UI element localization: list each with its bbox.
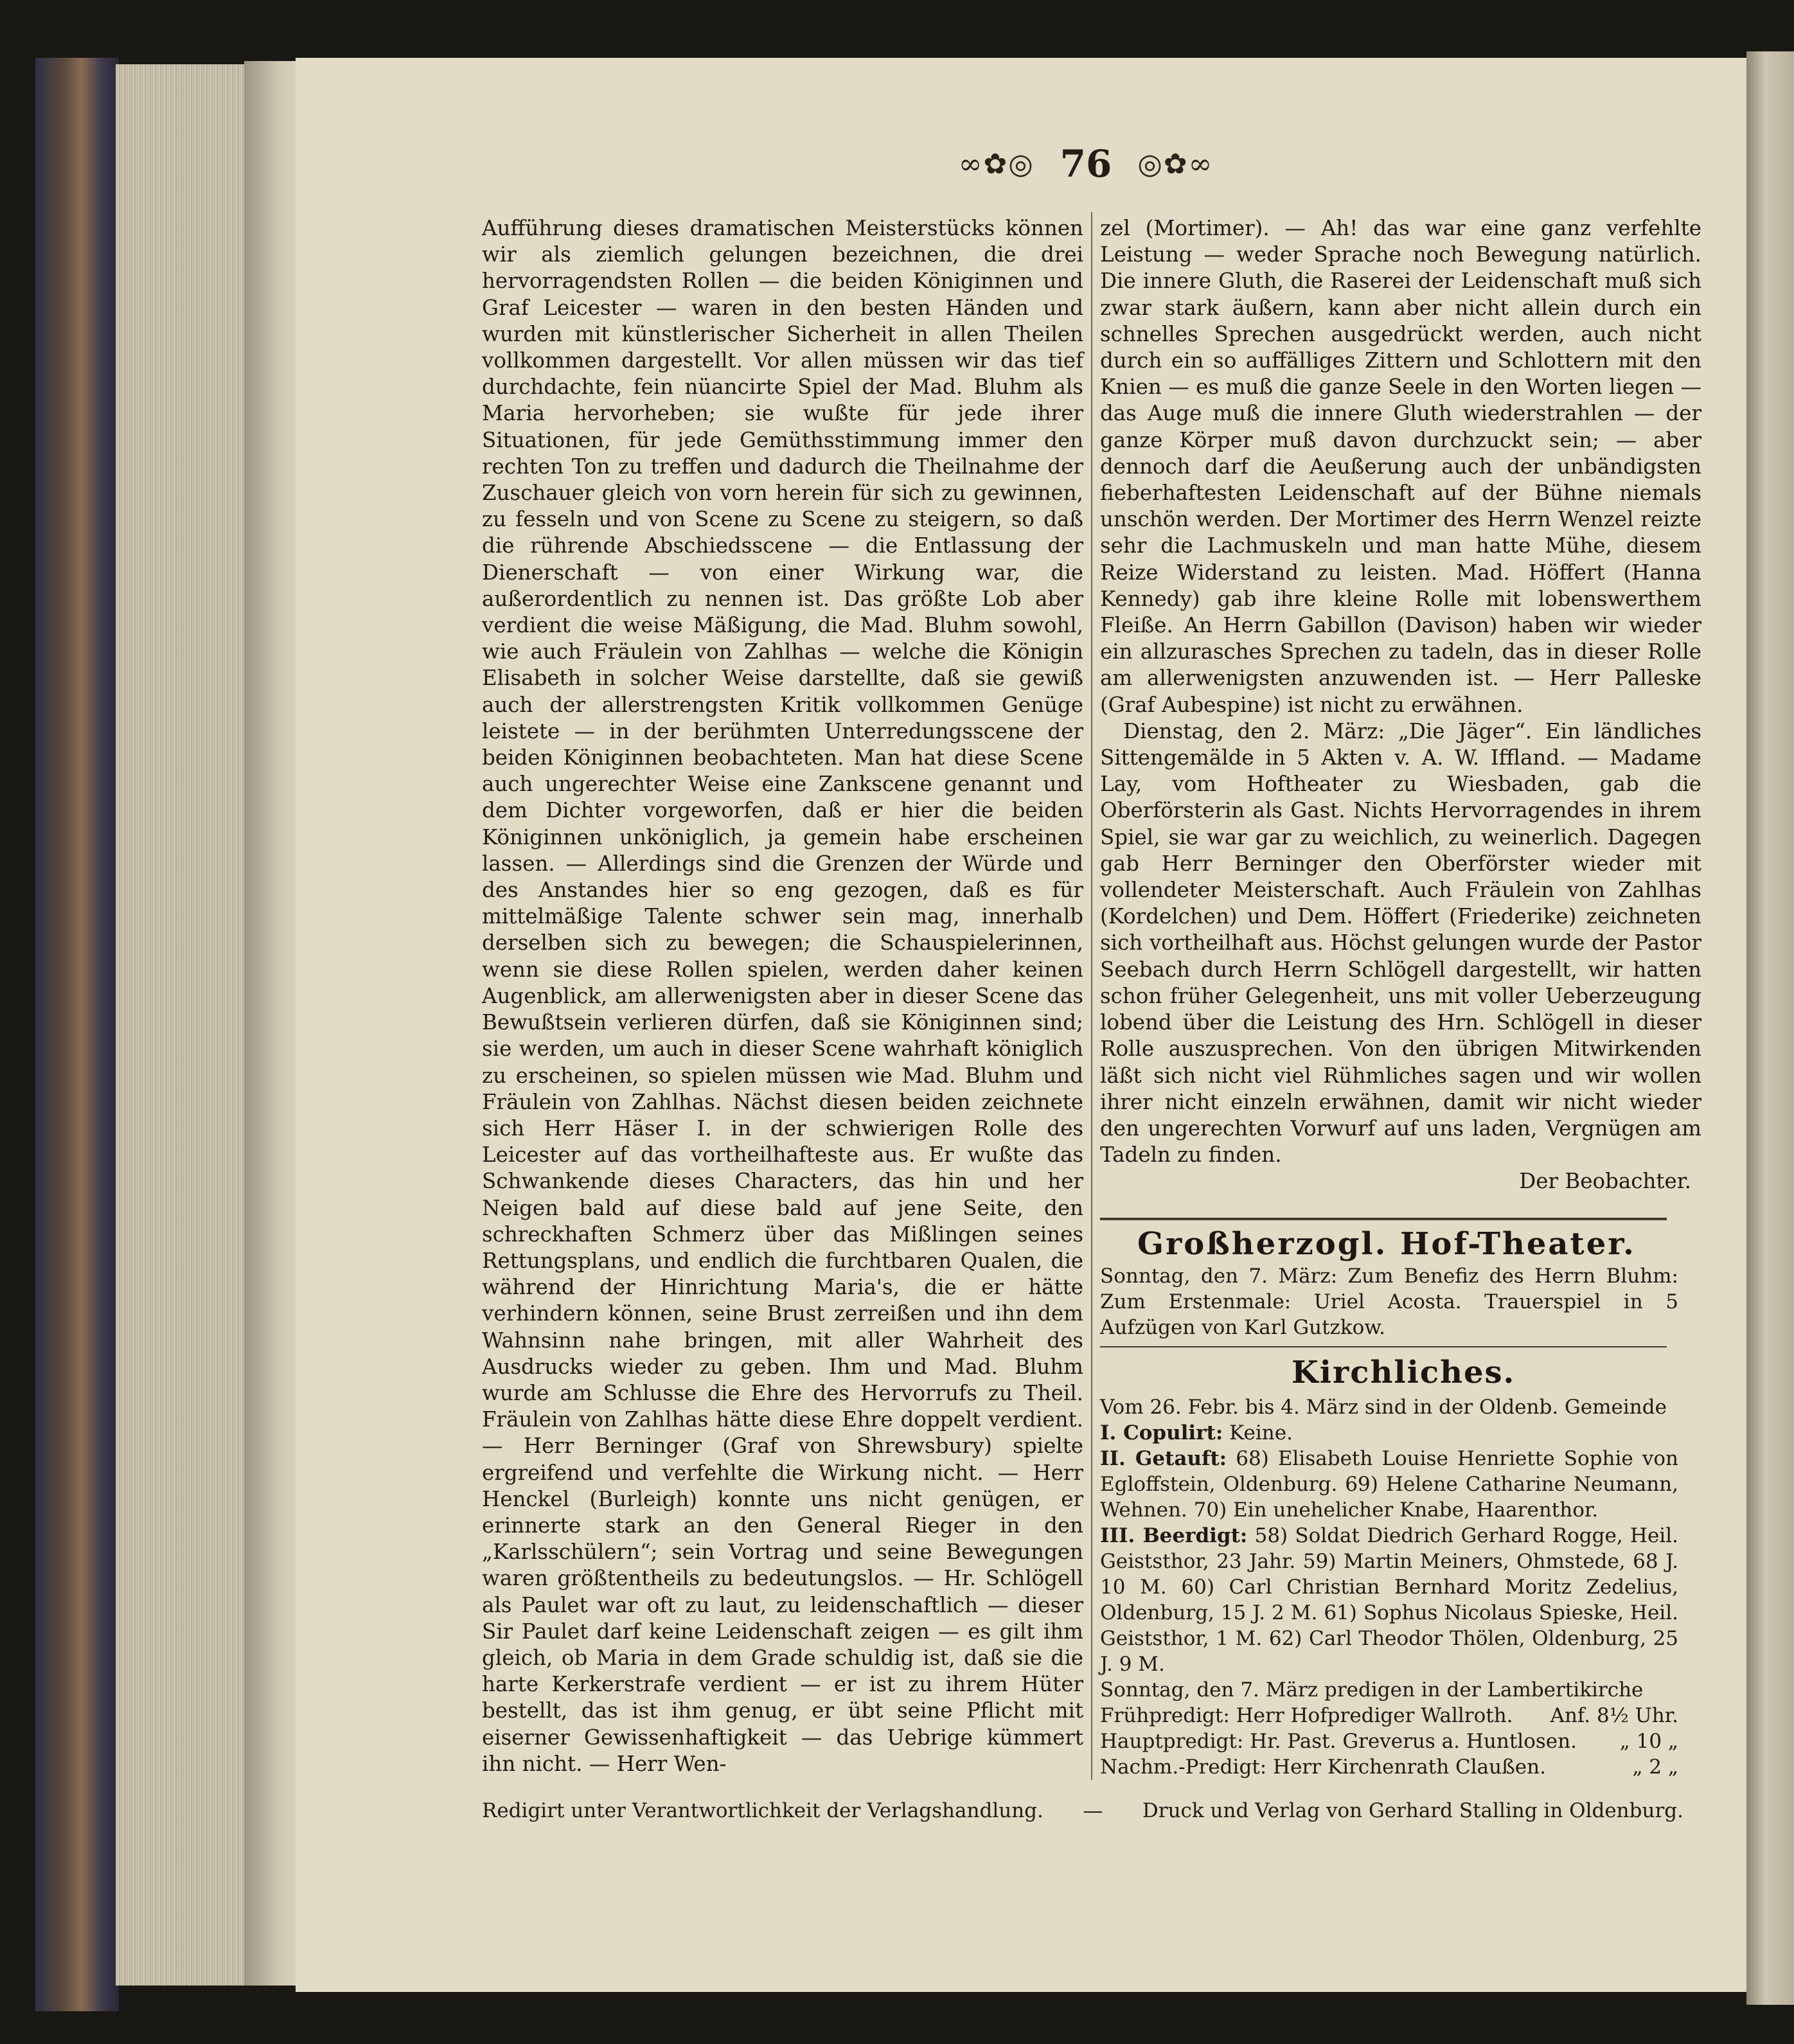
right-column — [1100, 215, 1701, 1198]
left-column — [482, 215, 1083, 1776]
footer-editor: Redigirt unter Verantwortlichkeit der Verlagshandlung. — [482, 1799, 1044, 1822]
sermon-intro: Sonntag, den 7. März predigen in der Lambertikirche — [1100, 1678, 1644, 1702]
copulirt-entry — [1100, 1420, 1678, 1446]
review-text-left: Aufführung dieses dramatischen Meisterstücks können wir als ziemlich gelungen bezeichnen, die drei hervorragendsten Rollen — die beiden Königinnen und Graf Leicester — waren in den besten Händen und wurden mit künstlerischer Sicherheit in allen Theilen vollkommen dargestellt. Vor allen müssen wir das tief durchdachte, fein nüancirte Spiel der Mad. Bluhm als Maria hervorheben; sie wußte für jede ihrer Situationen, für jede Gemüthsstimmung immer den rechten Ton zu treffen und dadurch die Theilnahme der Zuschauer gleich von vorn herein für sich zu gewinnen, zu fesseln und von Scene zu Scene zu steigern, so daß die rührende Abschiedsscene — die Entlassung der Dienerschaft — von einer Wirkung war, die außerordentlich zu nennen ist. Das größte Lob aber verdient die weise Mäßigung, die Mad. Bluhm sowohl, wie auch Fräulein von Zahlhas — welche die Königin Elisabeth in solcher Weise darstellte, daß sie gewiß auch der allerstrengsten Kritik vollkommen Genüge leistete — in der berühmten Unterredungsscene der beiden Königinnen beobachteten. Man hat diese Scene auch ungerechter Weise eine Zankscene genannt und dem Dichter vorgeworfen, daß er hier die beiden Königinnen unköniglich, ja gemein habe erscheinen lassen. — Allerdings sind die Grenzen der Würde und des Anstandes hier so eng gezogen, daß es für mittelmäßige Talente schwer sein mag, innerhalb derselben sich zu bewegen; die Schauspielerinnen, wenn sie diese Rollen spielen, werden daher keinen Augenblick, am allerwenigsten aber in dieser Scene das Bewußtsein verlieren dürfen, daß sie Königinnen sind; sie werden, um auch in dieser Scene wahrhaft königlich zu erscheinen, so spielen müssen wie Mad. Bluhm und Fräulein von Zahlhas. Nächst diesen beiden zeichnete sich Herr Häser I. in der schwierigen Rolle des Leicester auf das vortheilhafteste aus. Er wußte das Schwankende dieses Characters, das hin und her Neigen bald auf diese bald auf jene Seite, den schreckhaften Schmerz über das Mißlingen seines Rettungsplans, und endlich die furchtbaren Qualen, die während der Hinrichtung Maria's, die er hätte verhindern können, seine Brust zerreißen und ihn dem Wahnsinn nahe bringen, mit aller Wahrheit des Ausdrucks wieder zu geben. Ihm und Mad. Bluhm wurde am Schlusse die Ehre des Hervorrufs zu Theil. Fräulein von Zahlhas hätte diese Ehre doppelt verdient. — Herr Berninger (Graf von Shrewsbury) spielte ergreifend und verfehlte die Wirkung nicht. — Herr Henckel (Burleigh) konnte uns nicht genügen, er erinnerte stark an den General Rieger in den „Karlsschülern“; sein Vortrag und seine Bewegungen waren größtentheils zu bedeutungslos. — Hr. Schlögell als Paulet war oft zu laut, zu leidenschaftlich — dieser Sir Paulet darf keine Leidenschaft zeigen — es gilt ihm gleich, ob Maria in dem Grade schuldig ist, daß sie die harte Kerkerstrafe verdient — er ist zu ihrem Hüter bestellt, das ist ihm genug, er übt seine Pflicht mit eiserner Gewissenhaftigkeit — das Uebrige kümmert ihn nicht. — Herr Wen- — [482, 216, 1083, 1776]
section-rule-2 — [1100, 1346, 1667, 1347]
page-footer — [482, 1799, 1683, 1822]
sermon-row — [1100, 1703, 1678, 1729]
sermon-time: „ 2 „ — [1632, 1755, 1678, 1779]
beerdigt-entry — [1100, 1523, 1678, 1677]
review-text-right-1: zel (Mortimer). — Ah! das war eine ganz verfehlte Leistung — weder Sprache noch Bewegung natürlich. Die innere Gluth, die Raserei der Leidenschaft muß sich zwar stark äußern, kann aber nicht allein durch ein schnelles Sprechen ausgedrückt werden, auch nicht durch ein so auffälliges Zittern und Schlottern mit den Knien — es muß die ganze Seele in den Worten liegen — das Auge muß die innere Gluth wiederstrahlen — der ganze Körper muß davon durchzuckt sein; — aber dennoch darf die Aeußerung auch der unbändigsten fieberhaftesten Leidenschaft auf der Bühne niemals unschön werden. Der Mortimer des Herrn Wenzel reizte sehr die Lachmuskeln und man hatte Mühe, diesem Reize Widerstand zu leisten. Mad. Höffert (Hanna Kennedy) gab ihre kleine Rolle mit lobenswerthem Fleiße. An Herrn Gabillon (Davison) haben wir wieder ein allzurasches Sprechen zu tadeln, das in dieser Rolle am allerwenigsten anzuwenden ist. — Herr Palleske (Graf Aubespine) ist nicht zu erwähnen. — [1100, 216, 1701, 717]
copulirt-label: I. Copulirt: — [1100, 1421, 1223, 1444]
sermon-time: Anf. 8½ Uhr. — [1550, 1704, 1678, 1727]
column-divider — [1091, 212, 1092, 1780]
theater-text: Sonntag, den 7. März: Zum Benefiz des Herrn Bluhm: Zum Erstenmale: Uriel Acosta. Trauerspiel in 5 Aufzügen von Karl Gutzkow. — [1100, 1265, 1678, 1339]
getauft-entry — [1100, 1446, 1678, 1523]
theater-title: Großherzogl. Hof-Theater. — [1137, 1226, 1636, 1262]
review-signature: Der Beobachter. — [1519, 1169, 1691, 1194]
church-section — [1100, 1394, 1678, 1780]
church-title: Kirchliches. — [1292, 1355, 1516, 1391]
sermon-label: Frühpredigt: Herr Hofprediger Wallroth. — [1100, 1704, 1513, 1727]
getauft-text: 68) Elisabeth Louise Henriette Sophie von Egloffstein, Oldenburg. 69) Helene Catharine Neumann, Wehnen. 70) Ein unehelicher Knabe, Haarenthor. — [1100, 1447, 1678, 1522]
section-rule — [1100, 1218, 1667, 1220]
footer-publisher: Druck und Verlag von Gerhard Stalling in Oldenburg. — [1142, 1799, 1683, 1822]
page-number: 76 — [1060, 142, 1112, 186]
sermon-row — [1100, 1754, 1678, 1780]
page-header — [938, 135, 1234, 193]
sermon-label: Nachm.-Predigt: Herr Kirchenrath Claußen. — [1100, 1755, 1546, 1779]
sermon-time: „ 10 „ — [1619, 1730, 1678, 1753]
copulirt-text: Keine. — [1229, 1421, 1293, 1444]
theater-announcement — [1100, 1263, 1678, 1340]
footer-dash: — — [1083, 1799, 1103, 1822]
review-text-right-2: Dienstag, den 2. März: „Die Jäger“. Ein ländliches Sittengemälde in 5 Akten v. A. W. Iffland. — Madame Lay, vom Hoftheater zu Wiesbaden, gab die Oberförsterin als Gast. Nichts Hervorragendes in ihrem Spiel, sie war gar zu weichlich, zu weinerlich. Dagegen gab Herr Berninger den Oberförster wieder mit vollendeter Meisterschaft. Auch Fräulein von Zahlhas (Kordelchen) und Dem. Höffert (Friederike) zeichneten sich vortheilhaft aus. Höchst gelungen wurde der Pastor Seebach durch Herrn Schlögell dargestellt, wir hatten schon früher Gelegenheit, uns mit voller Ueberzeugung lobend über die Leistung des Hrn. Schlögell in dieser Rolle auszusprechen. Von den übrigen Mitwirkenden läßt sich nicht viel Rühmliches sagen und wir wollen ihrer nicht einzeln erwähnen, damit wir nicht wieder den ungerechten Vorwurf auf uns laden, Vergnügen am Tadeln zu finden. — [1100, 718, 1701, 1168]
sermon-row — [1100, 1729, 1678, 1754]
next-page-edge — [1746, 51, 1794, 2005]
beerdigt-text: 58) Soldat Diedrich Gerhard Rogge, Heil. Geiststhor, 23 Jahr. 59) Martin Meiners, Ohmstede, 68 J. 10 M. 60) Carl Christian Bernhard Moritz Zedelius, Oldenburg, 15 J. 2 M. 61) Sophus Nicolaus Spieske, Heil. Geiststhor, 1 M. 62) Carl Theodor Thölen, Oldenburg, 25 J. 9 M. — [1100, 1524, 1678, 1676]
ornament-left-icon: ∞✿◎ — [958, 147, 1035, 181]
marbled-book-cover — [35, 58, 119, 2011]
ornament-right-icon: ◎✿∞ — [1137, 147, 1214, 181]
getauft-label: II. Getauft: — [1100, 1447, 1227, 1470]
beerdigt-label: III. Beerdigt: — [1100, 1524, 1248, 1547]
church-intro: Vom 26. Febr. bis 4. März sind in der Oldenb. Gemeinde — [1100, 1396, 1667, 1419]
sermon-label: Hauptpredigt: Hr. Past. Greverus a. Huntlosen. — [1100, 1730, 1577, 1753]
page-edges — [116, 64, 251, 1986]
gutter-shadow — [244, 61, 302, 1986]
